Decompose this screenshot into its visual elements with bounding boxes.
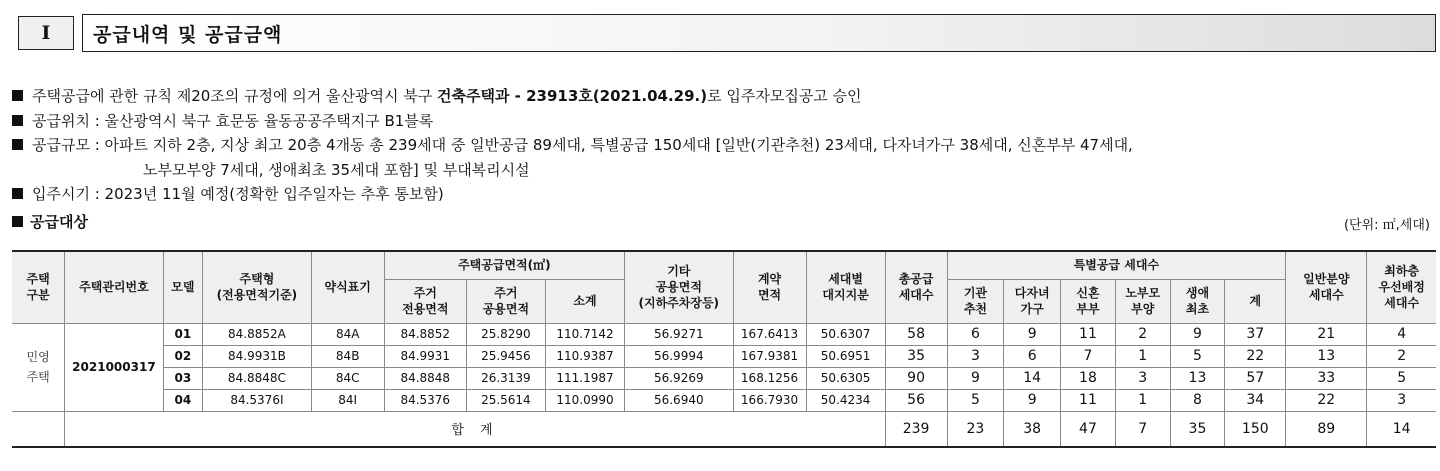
sp-newlywed-cell: 11 [1061,389,1116,411]
sp-newlywed-cell: 18 [1061,367,1116,389]
header-sp-parents: 노부모 부양 [1115,279,1170,323]
header-contract: 계약 면적 [733,251,806,323]
total-supply-cell: 58 [885,323,947,345]
type-cell: 84.5376I [203,389,312,411]
lowest-floor-cell: 5 [1367,367,1436,389]
type-cell: 84.8848C [203,367,312,389]
header-other-common: 기타 공용면적 (지하주차장등) [625,251,734,323]
total-label: 합 계 [65,411,885,447]
sp-multichild-cell: 38 [1004,411,1061,447]
sp-firsttime-cell: 35 [1170,411,1225,447]
sp-sum-cell: 22 [1225,345,1286,367]
type-cell: 84.9931B [203,345,312,367]
mgmt-no-cell: 2021000317 [65,323,163,411]
header-mgmt-no: 주택관리번호 [65,251,163,323]
header-sp-sum: 계 [1225,279,1286,323]
common-cell: 25.8290 [466,323,545,345]
supply-table [12,250,1436,448]
header-total-supply: 총공급 세대수 [885,251,947,323]
section-header [18,10,1436,54]
header-sp-firsttime: 생애 최초 [1170,279,1225,323]
abbr-cell: 84C [311,367,384,389]
general-cell: 22 [1286,389,1367,411]
header-sp-newlywed: 신혼 부부 [1061,279,1116,323]
contract-cell: 166.7930 [733,389,806,411]
note-location [12,109,1432,134]
total-empty-cell [12,411,65,447]
note-move-in [12,182,1432,207]
table-row [12,323,1436,345]
header-sp-agency: 기관 추천 [947,279,1004,323]
note-text: 주택공급에 관한 규칙 제20조의 규정에 의거 울산광역시 북구 [32,87,437,105]
total-supply-cell: 239 [885,411,947,447]
general-cell: 21 [1286,323,1367,345]
sp-newlywed-cell: 11 [1061,323,1116,345]
land-share-cell: 50.4234 [806,389,885,411]
contract-cell: 168.1256 [733,367,806,389]
header-area-group: 주택공급면적(㎡) [384,251,624,279]
common-cell: 26.3139 [466,367,545,389]
note-text: 공급위치 : 울산광역시 북구 효문동 율동공공주택지구 B1블록 [32,111,434,130]
header-subtotal: 소계 [545,279,624,323]
general-cell: 13 [1286,345,1367,367]
table-row [12,345,1436,367]
header-general: 일반분양 세대수 [1286,251,1367,323]
other-common-cell: 56.6940 [625,389,734,411]
sp-firsttime-cell: 5 [1170,345,1225,367]
bullet-square-icon [12,139,23,150]
sp-agency-cell: 5 [947,389,1004,411]
category-cell: 민영 주택 [12,323,65,411]
sp-multichild-cell: 14 [1004,367,1061,389]
sp-agency-cell: 23 [947,411,1004,447]
sp-parents-cell: 3 [1115,367,1170,389]
section-title: 공급내역 및 공급금액 [82,14,1436,52]
sp-sum-cell: 37 [1225,323,1286,345]
abbr-cell: 84I [311,389,384,411]
bullet-square-icon [12,216,23,227]
header-special-group: 특별공급 세대수 [947,251,1286,279]
general-cell: 33 [1286,367,1367,389]
sp-parents-cell: 1 [1115,345,1170,367]
model-cell: 04 [163,389,203,411]
general-cell: 89 [1286,411,1367,447]
sp-parents-cell: 2 [1115,323,1170,345]
table-row [12,367,1436,389]
model-cell: 03 [163,367,203,389]
exclusive-cell: 84.9931 [384,345,466,367]
header-model: 모델 [163,251,203,323]
other-common-cell: 56.9271 [625,323,734,345]
model-cell: 01 [163,323,203,345]
common-cell: 25.5614 [466,389,545,411]
other-common-cell: 56.9269 [625,367,734,389]
sp-multichild-cell: 6 [1004,345,1061,367]
note-text: 노부모부양 7세대, 생애최초 35세대 포함] 및 부대복리시설 [143,160,530,179]
header-lowest-floor: 최하층 우선배정 세대수 [1367,251,1436,323]
contract-cell: 167.9381 [733,345,806,367]
header-type: 주택형 (전용면적기준) [203,251,312,323]
header-sp-multichild: 다자녀 가구 [1004,279,1061,323]
unit-label: (단위: ㎡,세대) [1343,218,1430,233]
sp-newlywed-cell: 47 [1061,411,1116,447]
subtotal-cell: 110.9387 [545,345,624,367]
supply-target-title: 공급대상 [30,213,88,231]
sp-firsttime-cell: 13 [1170,367,1225,389]
note-approval [12,84,1432,109]
sp-firsttime-cell: 9 [1170,323,1225,345]
total-row [12,411,1436,447]
sp-firsttime-cell: 8 [1170,389,1225,411]
abbr-cell: 84B [311,345,384,367]
lowest-floor-cell: 2 [1367,345,1436,367]
sp-agency-cell: 3 [947,345,1004,367]
land-share-cell: 50.6951 [806,345,885,367]
sp-multichild-cell: 9 [1004,323,1061,345]
header-land-share: 세대별 대지지분 [806,251,885,323]
total-supply-cell: 90 [885,367,947,389]
sp-parents-cell: 1 [1115,389,1170,411]
exclusive-cell: 84.8852 [384,323,466,345]
exclusive-cell: 84.5376 [384,389,466,411]
lowest-floor-cell: 3 [1367,389,1436,411]
note-text: 로 입주자모집공고 승인 [707,87,862,105]
lowest-floor-cell: 4 [1367,323,1436,345]
sp-agency-cell: 6 [947,323,1004,345]
approval-number: 건축주택과 - 23913호(2021.04.29.) [437,87,708,105]
land-share-cell: 50.6307 [806,323,885,345]
type-cell: 84.8852A [203,323,312,345]
contract-cell: 167.6413 [733,323,806,345]
abbr-cell: 84A [311,323,384,345]
sp-agency-cell: 9 [947,367,1004,389]
note-scale-continued [12,158,1432,183]
subtotal-cell: 111.1987 [545,367,624,389]
header-category: 주택 구분 [12,251,65,323]
sp-newlywed-cell: 7 [1061,345,1116,367]
header-common: 주거 공용면적 [466,279,545,323]
model-cell: 02 [163,345,203,367]
sp-sum-cell: 150 [1225,411,1286,447]
sp-parents-cell: 7 [1115,411,1170,447]
total-supply-cell: 56 [885,389,947,411]
exclusive-cell: 84.8848 [384,367,466,389]
bullet-square-icon [12,115,23,126]
note-scale [12,133,1432,158]
section-number: I [18,16,74,50]
bullet-square-icon [12,90,23,101]
sp-multichild-cell: 9 [1004,389,1061,411]
note-text: 입주시기 : 2023년 11월 예정(정확한 입주일자는 추후 통보함) [32,185,444,203]
common-cell: 25.9456 [466,345,545,367]
table-row [12,389,1436,411]
sp-sum-cell: 57 [1225,367,1286,389]
header-abbr: 약식표기 [311,251,384,323]
supply-target-heading [12,211,1430,235]
subtotal-cell: 110.7142 [545,323,624,345]
other-common-cell: 56.9994 [625,345,734,367]
bullet-square-icon [12,188,23,199]
sp-sum-cell: 34 [1225,389,1286,411]
notes-list [12,84,1432,207]
subtotal-cell: 110.0990 [545,389,624,411]
land-share-cell: 50.6305 [806,367,885,389]
lowest-floor-cell: 14 [1367,411,1436,447]
header-exclusive: 주거 전용면적 [384,279,466,323]
total-supply-cell: 35 [885,345,947,367]
note-text: 공급규모 : 아파트 지하 2층, 지상 최고 20층 4개동 총 239세대 중 일반공급 89세대, 특별공급 150세대 [일반(기관추천) 23세대, 다자녀가구 38세대, 신혼부부 47세대, [32,136,1133,154]
